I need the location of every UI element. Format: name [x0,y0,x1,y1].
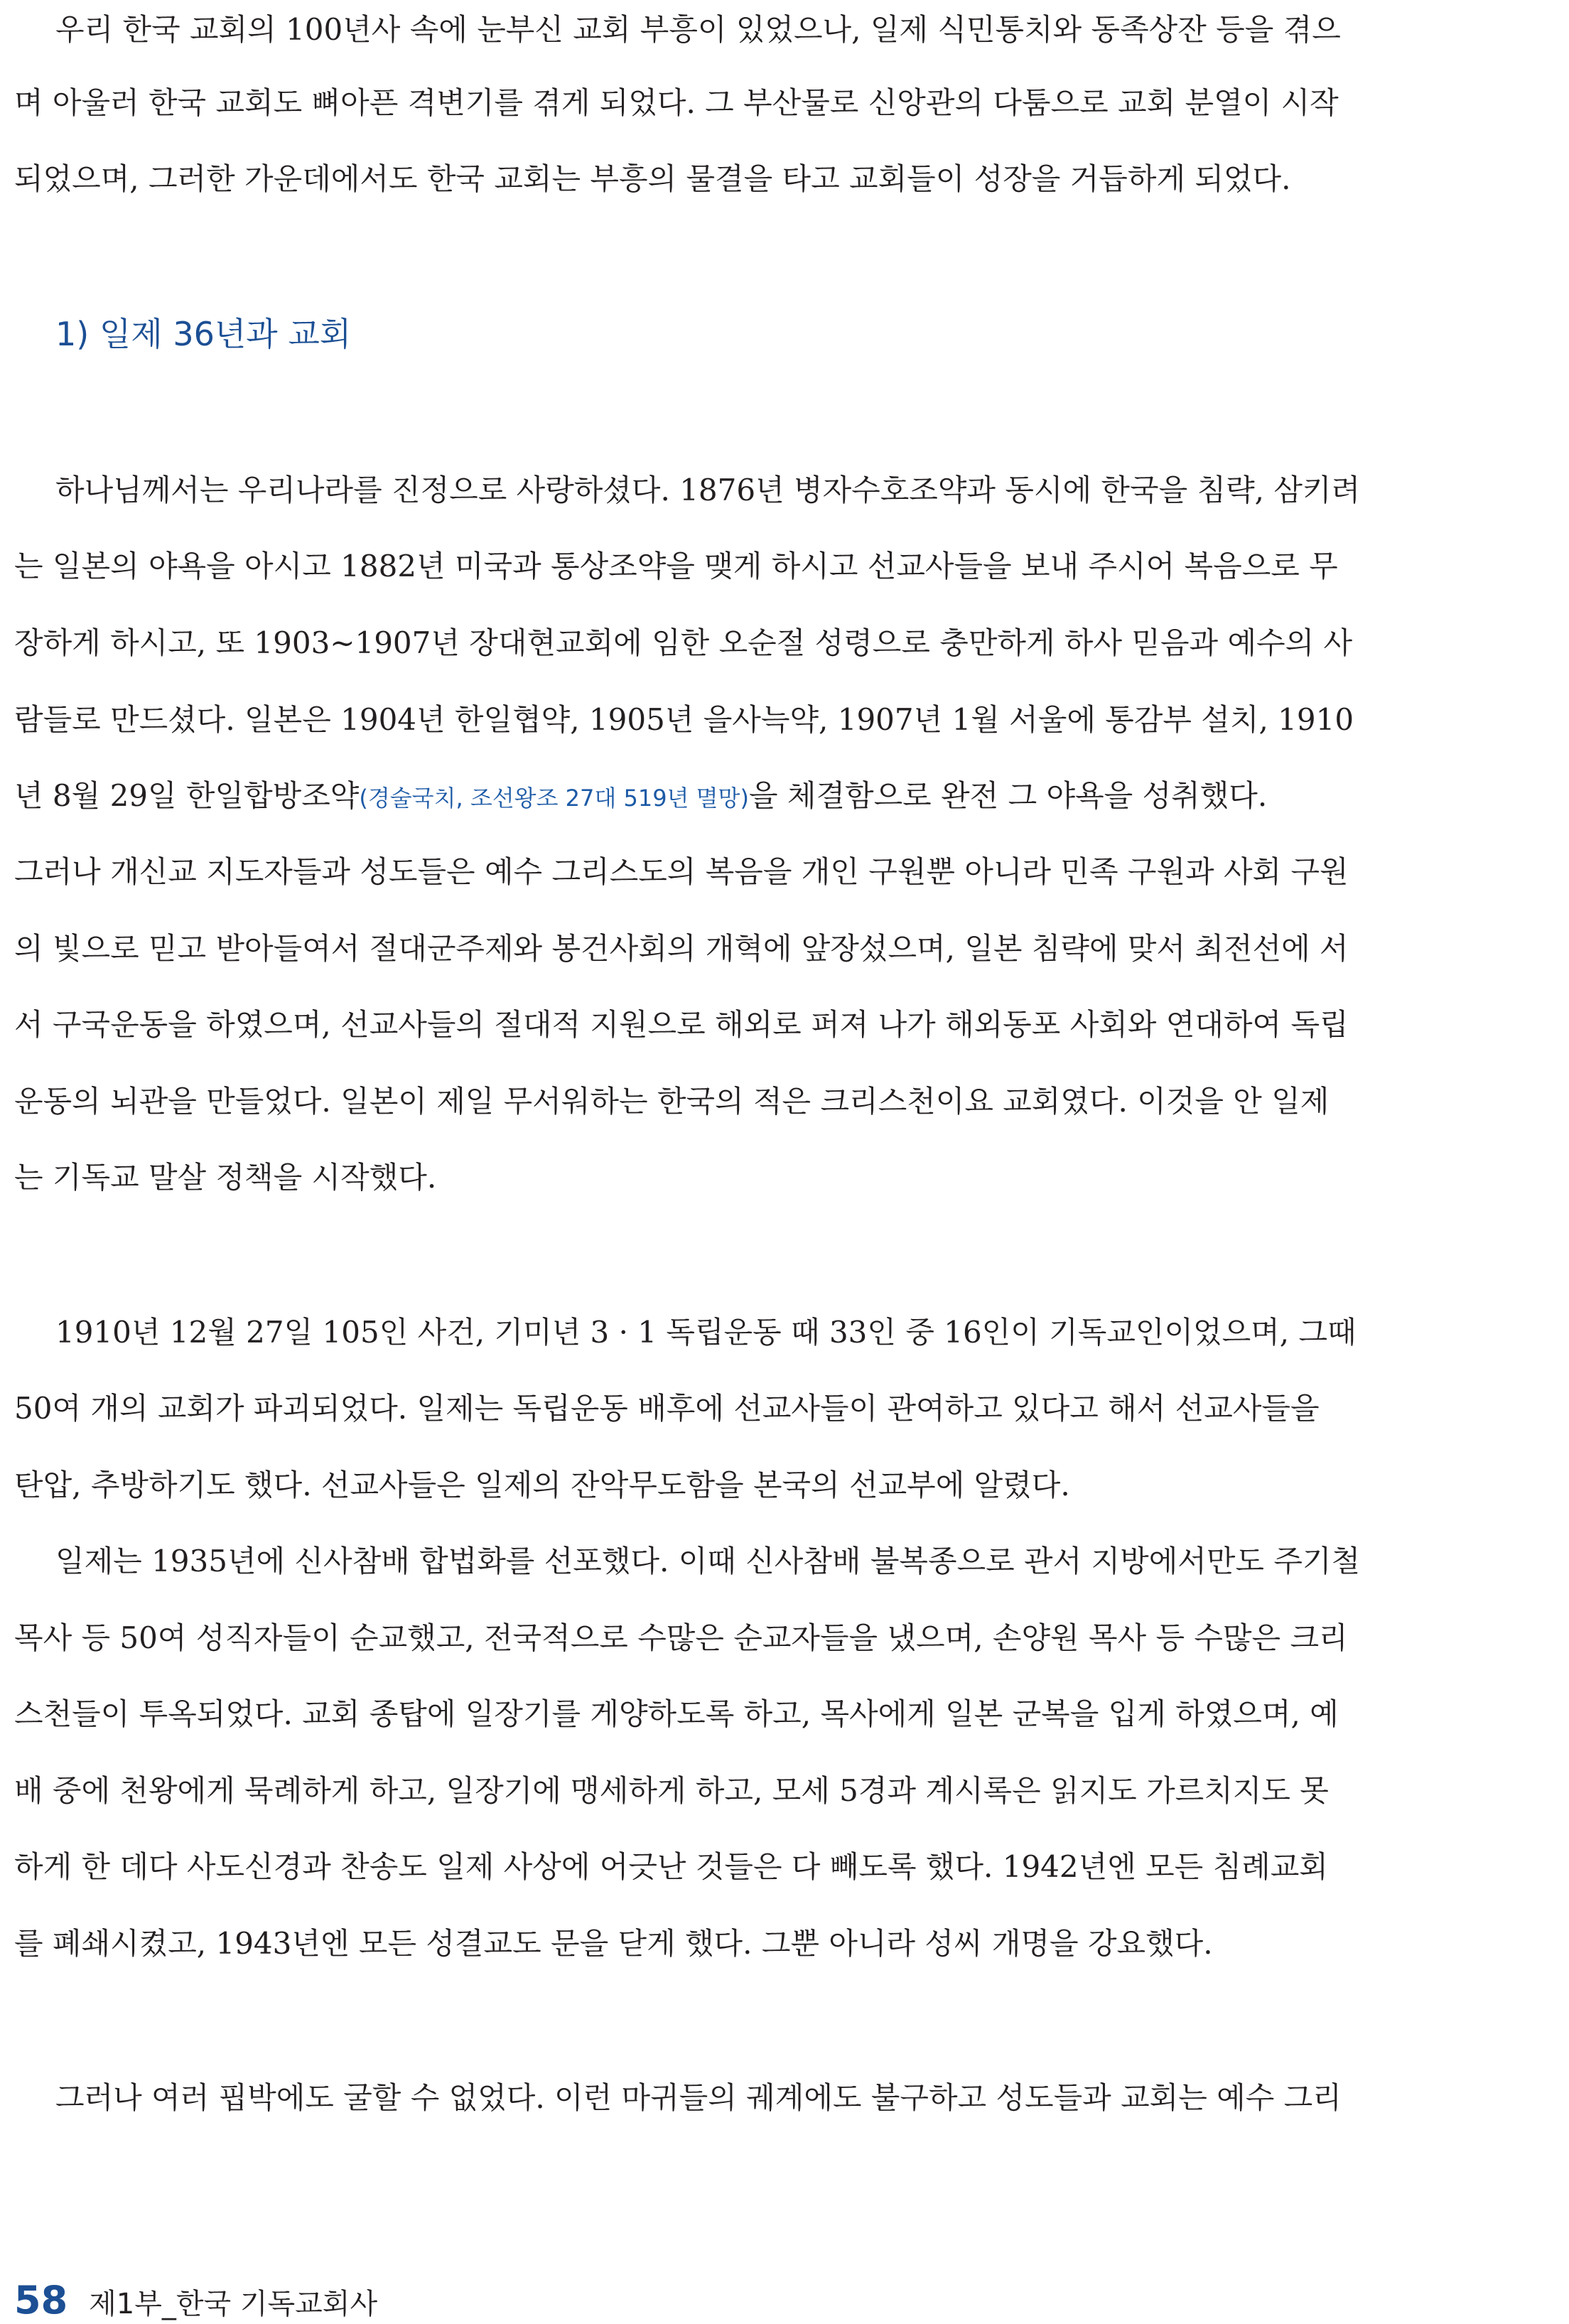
body-text-line: 그러나 개신교 지도자들과 성도들은 예수 그리스도의 복음을 개인 구원뿐 아니라 민족 구원과 사회 구원 [14,854,1349,889]
body-text-line-with-note [14,775,1492,819]
body-text-line: 람들로 만드셨다. 일본은 1904년 한일협약, 1905년 을사늑약, 1907년 1월 서울에 통감부 설치, 1910 [14,702,1354,737]
body-text-line: 그러나 여러 핍박에도 굴할 수 없었다. 이런 마귀들의 궤계에도 불구하고 성도들과 교회는 예수 그리 [55,2080,1342,2115]
body-text-line: 운동의 뇌관을 만들었다. 일본이 제일 무서워하는 한국의 적은 크리스천이요 교회였다. 이것을 안 일제 [14,1084,1330,1119]
body-text-line: 장하게 하시고, 또 1903~1907년 장대현교회에 임한 오순절 성령으로 충만하게 하사 믿음과 예수의 사 [14,625,1353,660]
body-text-line: 는 일본의 야욕을 아시고 1882년 미국과 통상조약을 맺게 하시고 선교사들을 보내 주시어 복음으로 무 [14,549,1338,583]
body-text-line: 는 기독교 말살 정책을 시작했다. [14,1160,437,1195]
body-text-line: 스천들이 투옥되었다. 교회 종탑에 일장기를 게양하도록 하고, 목사에게 일본 군복을 입게 하였으며, 예 [14,1696,1339,1731]
body-text-line: 1910년 12월 27일 105인 사건, 기미년 3 · 1 독립운동 때 33인 중 16인이 기독교인이었으며, 그때 [55,1315,1357,1350]
body-text-line: 하게 한 데다 사도신경과 찬송도 일제 사상에 어긋난 것들은 다 빼도록 했다. 1942년엔 모든 침례교회 [14,1849,1328,1884]
historical-note: (경술국치, 조선왕조 27대 519년 멸망) [359,785,749,812]
body-text-line: 를 폐쇄시켰고, 1943년엔 모든 성결교도 문을 닫게 했다. 그뿐 아니라 성씨 개명을 강요했다. [14,1926,1213,1961]
section-heading: 1) 일제 36년과 교회 [55,315,352,353]
body-text-line: 하나님께서는 우리나라를 진정으로 사랑하셨다. 1876년 병자수호조약과 동시에 한국을 침략, 삼키려 [55,473,1361,507]
body-text-line: 서 구국운동을 하였으며, 선교사들의 절대적 지원으로 해외로 퍼져 나가 해외동포 사회와 연대하여 독립 [14,1007,1349,1042]
page-number: 58 [14,2278,68,2323]
body-text-line: 우리 한국 교회의 100년사 속에 눈부신 교회 부흥이 있었으나, 일제 식민통치와 동족상잔 등을 겪으 [55,12,1341,47]
body-text-line: 목사 등 50여 성직자들이 순교했고, 전국적으로 수많은 순교자들을 냈으며, 손양원 목사 등 수많은 크리 [14,1620,1348,1655]
body-text-segment: 년 8월 29일 한일합방조약 [14,778,360,813]
body-text-line: 며 아울러 한국 교회도 뼈아픈 격변기를 겪게 되었다. 그 부산물로 신앙관의 다툼으로 교회 분열이 시작 [14,85,1339,120]
body-text-line: 의 빛으로 믿고 받아들여서 절대군주제와 봉건사회의 개혁에 앞장섰으며, 일본 침략에 맞서 최전선에 서 [14,931,1349,966]
body-text-line: 배 중에 천왕에게 묵례하게 하고, 일장기에 맹세하게 하고, 모세 5경과 계시록은 읽지도 가르치지도 못 [14,1773,1329,1808]
body-text-segment: 을 체결함으로 완전 그 야욕을 성취했다. [748,778,1268,813]
page-footer [14,2278,378,2323]
running-footer-title: 제1부_한국 기독교회사 [89,2288,378,2320]
body-text-line: 되었으며, 그러한 가운데에서도 한국 교회는 부흥의 물결을 타고 교회들이 성장을 거듭하게 되었다. [14,161,1291,196]
body-text-line: 일제는 1935년에 신사참배 합법화를 선포했다. 이때 신사참배 불복종으로 관서 지방에서만도 주기철 [55,1544,1361,1578]
body-text-line: 탄압, 추방하기도 했다. 선교사들은 일제의 잔악무도함을 본국의 선교부에 알렸다. [14,1468,1070,1502]
body-text-line: 50여 개의 교회가 파괴되었다. 일제는 독립운동 배후에 선교사들이 관여하고 있다고 해서 선교사들을 [14,1391,1320,1426]
